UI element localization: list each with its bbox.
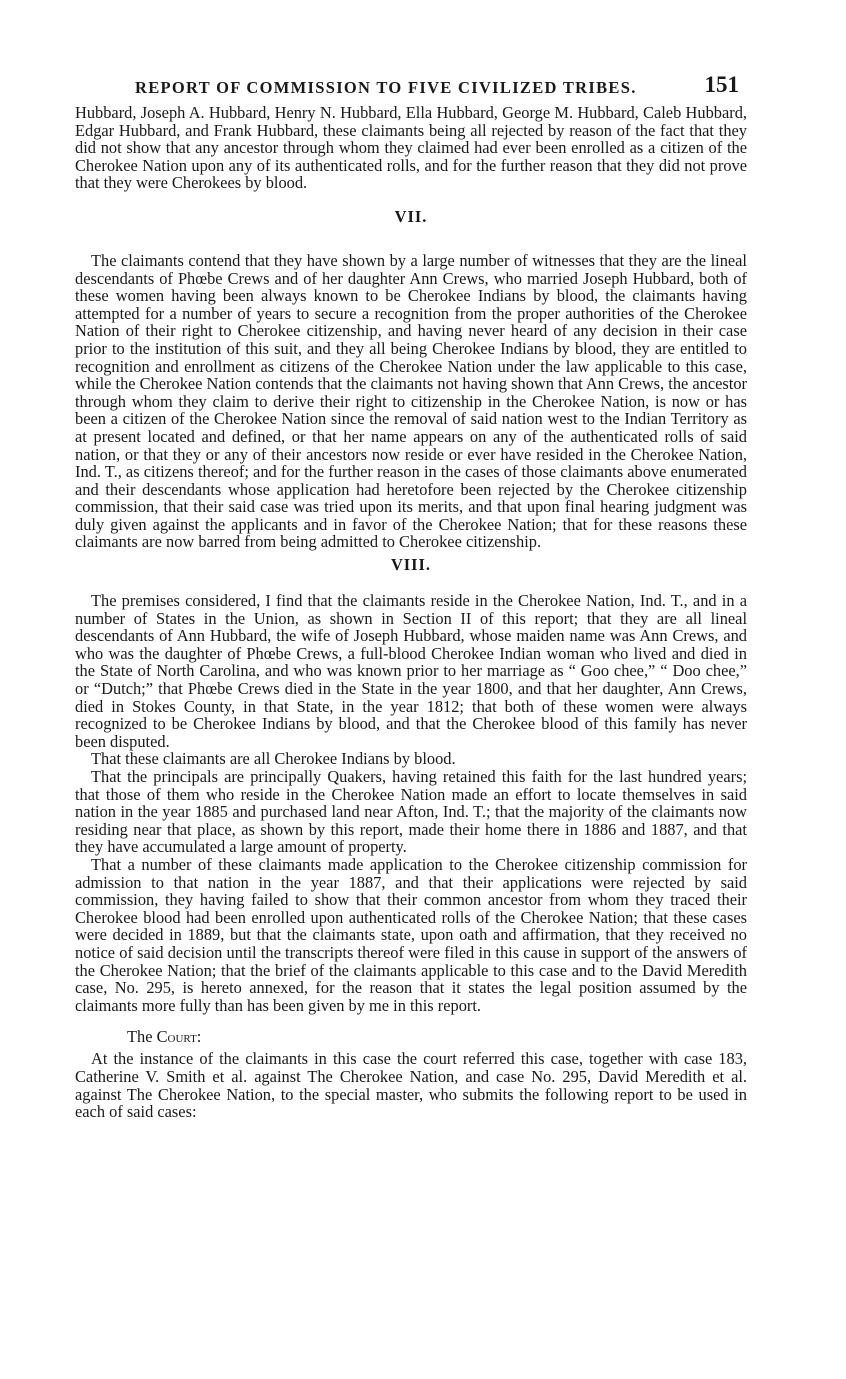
paragraph-court-referral: At the instance of the claimants in this case the court referred this case, together with case 183, Catherine V. Smith et al. against The Cherokee Nation, and case No. 295, David Meredith et al. against The Cherokee Nation, to the special master, who submits the following report to be used in each of said cases: <box>75 1049 747 1122</box>
paragraph-continued: Hubbard, Joseph A. Hubbard, Henry N. Hubbard, Ella Hubbard, George M. Hubbard, Caleb Hubbard, Edgar Hubbard, and Frank Hubbard, these claimants being all rejected by reason of the fact that they did not show that any ancestor through whom they claimed had ever been enrolled as a citizen of the Cherokee Nation upon any of its authenticated rolls, and for the further reason that they did not prove that they were Cherokees by blood. <box>75 103 747 193</box>
paragraph-application-commission: That a number of these claimants made application to the Cherokee citizenship commission for admission to that nation in the year 1887, and that their applications were rejected by said commission, they having failed to show that their common ancestor from whom they traced their Cherokee blood had been enrolled upon authenticated rolls of the Cherokee Nation; that these cases were decided in 1889, but that the claimants state, upon oath and affirmation, that they received no notice of said decision until the transcripts thereof were filed in this cause in support of the answers of the Cherokee Nation; that the brief of the claimants applicable to this case and to the David Meredith case, No. 295, is hereto annexed, for the reason that it states the legal position assumed by the claimants more fully than has been given by me in this report. <box>75 854 747 1015</box>
court-heading-label: Court: <box>156 1027 202 1047</box>
document-page <box>75 70 747 1121</box>
court-heading <box>127 1028 747 1046</box>
paragraph-cherokee-by-blood: That these claimants are all Cherokee Indians by blood. <box>91 749 456 769</box>
running-title: REPORT OF COMMISSION TO FIVE CIVILIZED TRIBES. <box>135 78 637 97</box>
running-header <box>75 70 747 104</box>
paragraph-claimants-contend: The claimants contend that they have shown by a large number of witnesses that they are the lineal descendants of Phœbe Crews and of her daughter Ann Crews, who married Joseph Hubbard, both of these women having been always known to be Cherokee Indians by blood, the claimants having attempted for a number of years to secure a recognition from the proper authorities of the Cherokee Nation of their right to Cherokee citizenship, and having never heard of any decision in their case prior to the institution of this suit, and they all being Cherokee Indians by blood, they are entitled to recognition and enrollment as citizens of the Cherokee Nation under the law applicable to this case, while the Cherokee Nation contends that the claimants not having shown that Ann Crews, the ancestor through whom they claim to derive their right to citizenship in the Cherokee Nation, is now or has been a citizen of the Cherokee Nation since the removal of said nation west to the Indian Territory as at present located and defined, or that her name appears on any of the authenticated rolls of said nation, or that they or any of their ancestors now reside or ever have resided in the Cherokee Nation, Ind. T., as citizens thereof; and for the further reason in the cases of those claimants above enumerated and their descendants whose application had heretofore been rejected by the Cherokee citizenship commission, that their said case was tried upon its merits, and that upon final hearing judgment was duly given against the applicants and in favor of the Cherokee Nation; that for these reasons these claimants are now barred from being admitted to Cherokee citizenship. <box>75 250 747 552</box>
paragraph-premises-considered: The premises considered, I find that the claimants reside in the Cherokee Nation, Ind. T., and in a number of States in the Union, as shown in Section II of this report; that they are all lineal descendants of Ann Hubbard, the wife of Joseph Hubbard, whose maiden name was Ann Crews, and who was the daughter of Phœbe Crews, a full-blood Cherokee Indian woman who lived and died in the State of North Carolina, and who was known prior to her marriage as “ Goo chee,” “ Doo chee,” or “Dutch;” that Phœbe Crews died in the State in the year 1800, and that her daughter, Ann Crews, died in Stokes County, in that State, in the year 1812; that both of these women were always recognized to be Cherokee Indians by blood, and that the Cherokee blood of this family has never been disputed. <box>75 591 747 751</box>
paragraph-quakers: That the principals are principally Quakers, having retained this faith for the last hundred years; that those of them who reside in the Cherokee Nation made an effort to locate themselves in said nation in the year 1885 and purchased land near Afton, Ind. T.; that the majority of the claimants now residing near that place, as shown by this report, made their home there in 1886 and 1887, and that they have accumulated a large amount of property. <box>75 767 747 857</box>
page-number: 151 <box>704 72 739 97</box>
section-heading-viii: VIII. <box>390 555 432 575</box>
court-heading-prefix: The <box>127 1027 157 1047</box>
section-heading-vii: VII. <box>394 206 428 226</box>
